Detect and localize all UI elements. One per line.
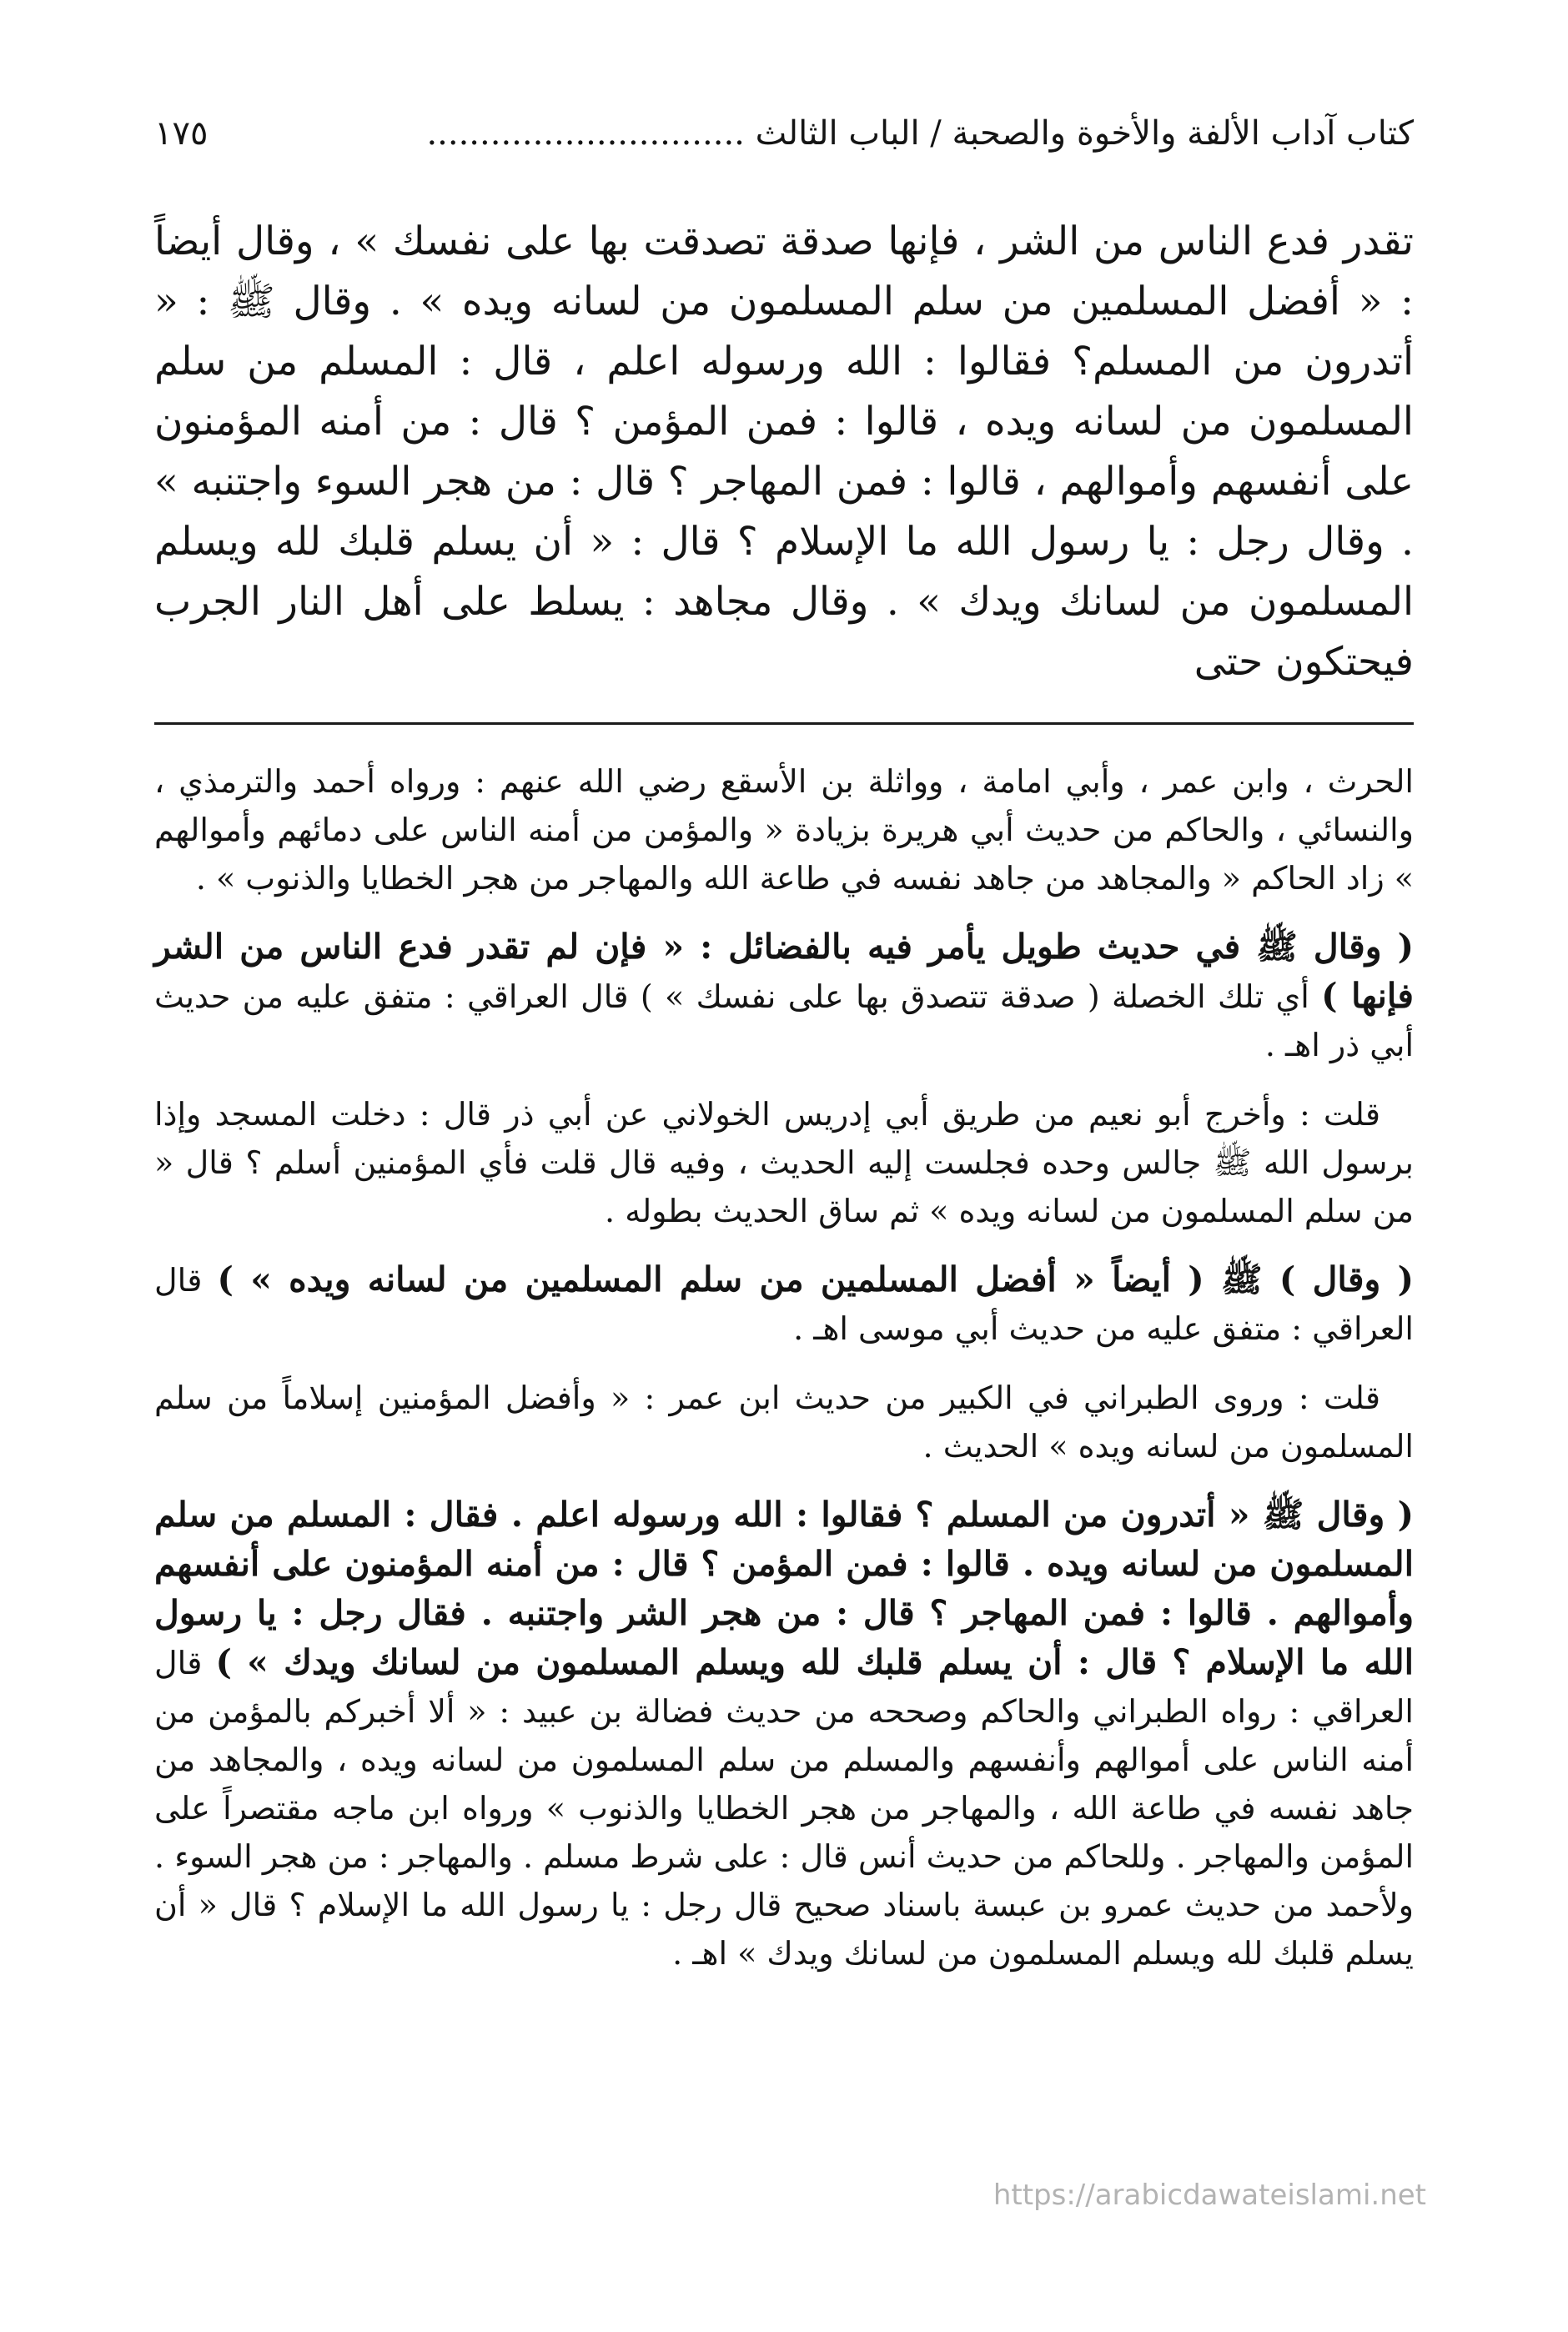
watermark-url: https://arabicdawateislami.net: [993, 2179, 1426, 2212]
footnote-divider: [154, 722, 1414, 725]
commentary-text: قلت : وروى الطبراني في الكبير من حديث ابن عمر : « وأفضل المؤمنين إسلاماً من سلم المسلمون من لسانه ويده » الحديث .: [154, 1380, 1414, 1465]
commentary-paragraph: [154, 1255, 1414, 1353]
commentary-paragraph: [154, 922, 1414, 1069]
running-header: [154, 108, 1414, 158]
page-number: ١٧٥: [154, 114, 209, 153]
commentary-paragraph: [154, 1490, 1414, 1978]
commentary-paragraph: [154, 1089, 1414, 1235]
hadith-quote: ( وقال ) ﷺ ( أيضاً « أفضل المسلمين من سلم المسلمين من لسانه ويده » ): [217, 1259, 1414, 1299]
commentary: [154, 756, 1414, 1978]
commentary-text: قال العراقي : رواه الطبراني والحاكم وصححه من حديث فضالة بن عبيد : « ألا أخبركم بالمؤمن من أمنه الناس على أموالهم وأنفسهم والمسلم من سلم المسلمون من لسانه ويده ، والمجاهد من جاهد نفسه في طاعة الله ، والمهاجر من هجر الخطايا والذنوب » ورواه ابن ماجه مقتصراً على المؤمن والمهاجر . وللحاكم من حديث أنس قال : على شرط مسلم . والمهاجر : من هجر السوء . ولأحمد من حديث عمرو بن عبسة باسناد صحيح قال رجل : يا رسول الله ما الإسلام ؟ قال « أن يسلم قلبك لله ويسلم المسلمون من لسانك ويدك » اهـ .: [154, 1645, 1414, 1972]
commentary-text: قلت : وأخرج أبو نعيم من طريق أبي إدريس الخولاني عن أبي ذر قال : دخلت المسجد وإذا برسول الله ﷺ جالس وحده فجلست إليه الحديث ، وفيه قال قلت فأي المؤمنين أسلم ؟ قال « من سلم المسلمون من لسانه ويده » ثم ساق الحديث بطوله .: [154, 1096, 1414, 1229]
commentary-text: الحرث ، وابن عمر ، وأبي امامة ، وواثلة بن الأسقع رضي الله عنهم : ورواه أحمد والترمذي ، والنسائي ، والحاكم من حديث أبي هريرة بزيادة « والمؤمن من أمنه الناس على دمائهم وأموالهم » زاد الحاكم « والمجاهد من جاهد نفسه في طاعة الله والمهاجر من هجر الخطايا والذنوب » .: [154, 763, 1414, 897]
book-page: [154, 108, 1414, 1998]
commentary-text: قال العراقي : متفق عليه من حديث أبي موسى اهـ .: [154, 1262, 1414, 1347]
commentary-paragraph: [154, 756, 1414, 902]
main-text: تقدر فدع الناس من الشر ، فإنها صدقة تصدقت بها على نفسك » ، وقال أيضاً : « أفضل المسلمين من سلم المسلمون من لسانه ويده » . وقال ﷺ : « أتدرون من المسلم؟ فقالوا : الله ورسوله اعلم ، قال : المسلم من سلم المسلمون من لسانه ويده ، قالوا : فمن المؤمن ؟ قال : من أمنه المؤمنون على أنفسهم وأموالهم ، قالوا : فمن المهاجر ؟ قال : من هجر السوء واجتنبه » . وقال رجل : يا رسول الله ما الإسلام ؟ قال : « أن يسلم قلبك لله ويسلم المسلمون من لسانك ويدك » . وقال مجاهد : يسلط على أهل النار الجرب فيحتكون حتى: [154, 219, 1414, 685]
hadith-quote: ( وقال ﷺ في حديث طويل يأمر فيه بالفضائل : « فإن لم تقدر فدع الناس من الشر فإنها ): [154, 927, 1414, 1016]
hadith-quote: ( وقال ﷺ « أتدرون من المسلم ؟ فقالوا : الله ورسوله اعلم . فقال : المسلم من سلم المسلمون من لسانه ويده . قالوا : فمن المؤمن ؟ قال : من أمنه المؤمنون على أنفسهم وأموالهم . قالوا : فمن المهاجر ؟ قال : من هجر الشر واجتنبه . فقال رجل : يا رسول الله ما الإسلام ؟ قال : أن يسلم قلبك لله ويسلم المسلمون من لسانك ويدك » ): [154, 1495, 1415, 1682]
header-title: كتاب آداب الألفة والأخوة والصحبة / الباب الثالث ..............................: [426, 114, 1414, 153]
commentary-paragraph: [154, 1373, 1414, 1470]
commentary-text: أي تلك الخصلة ( صدقة تتصدق بها على نفسك » ) قال العراقي : متفق عليه من حديث أبي ذر اهـ .: [154, 978, 1414, 1063]
